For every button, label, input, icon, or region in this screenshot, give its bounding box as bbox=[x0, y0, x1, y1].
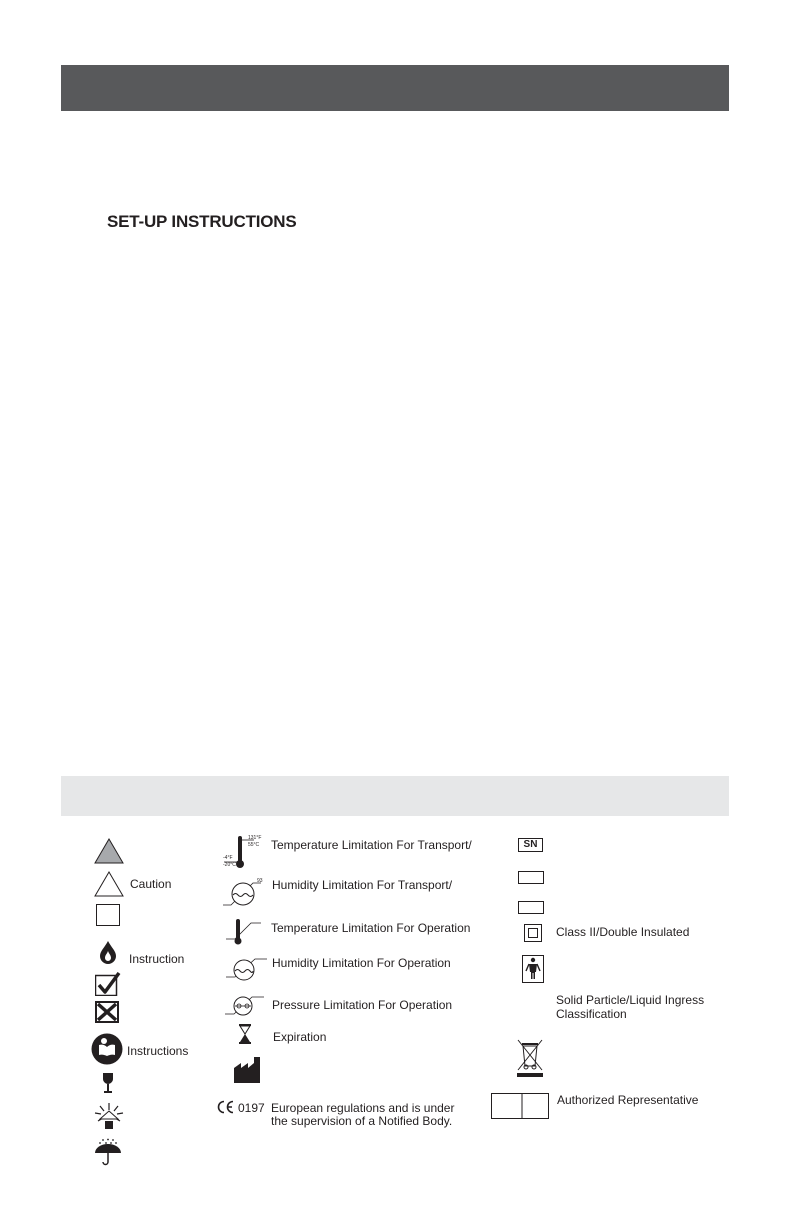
fragile-glass-icon bbox=[101, 1072, 115, 1094]
empty-square-icon bbox=[96, 904, 120, 926]
temperature-transport-icon bbox=[220, 832, 266, 870]
x-box-icon bbox=[95, 1001, 119, 1023]
temp-transport-upper-c: 55°C bbox=[248, 842, 260, 848]
blank-box-icon bbox=[518, 901, 544, 914]
double-insulated-icon bbox=[524, 924, 542, 942]
ingress-label-line2: Classification bbox=[556, 1007, 627, 1021]
ce-notice-line1: European regulations and is under bbox=[271, 1101, 455, 1115]
temp-transport-lower: -4°F bbox=[223, 855, 233, 861]
warning-triangle-filled-icon bbox=[94, 838, 124, 864]
header-bar bbox=[61, 65, 729, 111]
caution-triangle-icon bbox=[94, 871, 124, 897]
weee-crossed-bin-icon bbox=[515, 1038, 545, 1078]
humidity-operation-label: Humidity Limitation For Operation bbox=[272, 956, 451, 970]
humidity-transport-upper: 93 bbox=[257, 878, 263, 884]
section-title: SET-UP INSTRUCTIONS bbox=[107, 212, 297, 231]
flame-drop-icon bbox=[99, 940, 117, 964]
manufacturer-factory-icon bbox=[232, 1056, 262, 1084]
ingress-label-line1: Solid Particle/Liquid Ingress bbox=[556, 993, 705, 1007]
type-bf-applied-part-icon bbox=[522, 955, 544, 983]
ce-mark-icon bbox=[216, 1100, 236, 1114]
ce-notice-line2: the supervision of a Notified Body. bbox=[271, 1114, 453, 1128]
authorized-rep-label: Authorized Representative bbox=[557, 1093, 699, 1107]
temperature-operation-icon bbox=[225, 916, 265, 946]
expiration-label: Expiration bbox=[273, 1030, 327, 1044]
instructions-label: Instructions bbox=[127, 1044, 189, 1058]
double-insulated-label: Class II/Double Insulated bbox=[556, 925, 690, 939]
ce-number: 0197 bbox=[238, 1101, 265, 1115]
authorized-rep-icon bbox=[491, 1093, 549, 1119]
temperature-transport-label: Temperature Limitation For Transport/ bbox=[271, 838, 472, 852]
pressure-operation-label: Pressure Limitation For Operation bbox=[272, 998, 453, 1012]
humidity-operation-icon bbox=[225, 955, 271, 983]
hourglass-icon bbox=[238, 1023, 252, 1045]
caution-label: Caution bbox=[130, 877, 172, 891]
blank-box-icon bbox=[518, 871, 544, 884]
serial-number-icon: SN bbox=[518, 838, 543, 852]
pressure-operation-icon bbox=[224, 994, 270, 1018]
keep-dry-umbrella-icon bbox=[93, 1138, 123, 1166]
humidity-transport-label: Humidity Limitation For Transport/ bbox=[272, 878, 453, 892]
read-manual-icon bbox=[91, 1033, 123, 1065]
instruction-label: Instruction bbox=[129, 952, 185, 966]
humidity-transport-icon bbox=[221, 875, 267, 909]
checkmark-box-icon bbox=[95, 972, 121, 996]
temp-transport-upper: 131°F bbox=[248, 835, 262, 841]
keep-from-sunlight-icon bbox=[92, 1102, 126, 1130]
temperature-operation-label: Temperature Limitation For Operation bbox=[271, 921, 471, 935]
temp-transport-lower-c: -20°C bbox=[223, 862, 236, 868]
symbol-glossary-bar bbox=[61, 776, 729, 816]
